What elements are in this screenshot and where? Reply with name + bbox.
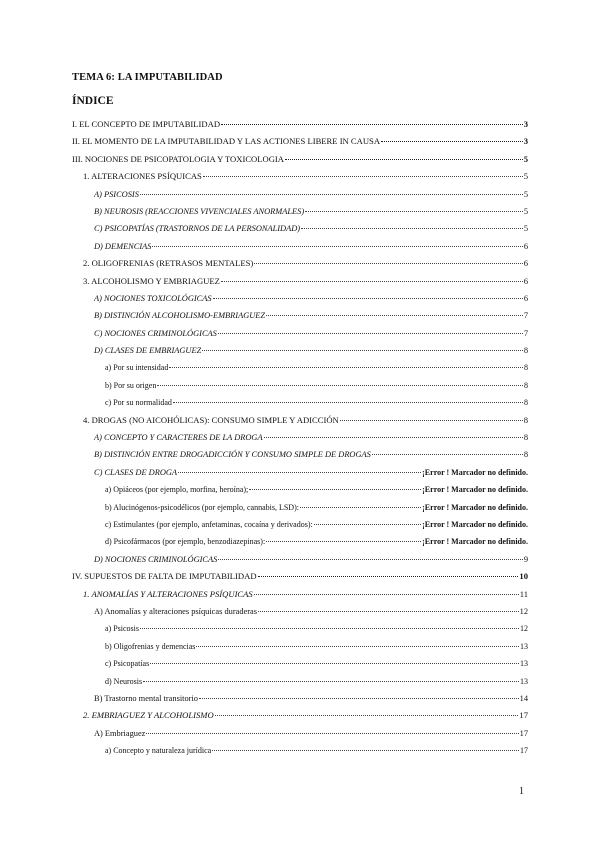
toc-entry-label: 2. EMBRIAGUEZ Y ALCOHOLISMO xyxy=(83,710,214,721)
toc-dot-leader xyxy=(381,140,523,142)
toc-entry-page: 6 xyxy=(523,241,528,251)
toc-entry-page: 11 xyxy=(519,588,528,599)
toc-dot-leader xyxy=(340,419,523,421)
toc-entry-page: 17 xyxy=(519,728,528,738)
toc-dot-leader xyxy=(254,262,522,264)
toc-entry-label: c) Estimulantes (por ejemplo, anfetaminas, cocaína y derivados): xyxy=(105,519,313,529)
toc-entry[interactable] xyxy=(72,499,528,516)
toc-dot-leader xyxy=(140,627,519,629)
toc-entry-page: 14 xyxy=(519,693,528,703)
toc-entry[interactable] xyxy=(72,446,528,463)
toc-entry-label: b) Por su origen xyxy=(105,380,157,390)
toc-entry[interactable] xyxy=(72,464,528,481)
toc-dot-leader xyxy=(221,123,523,125)
table-of-contents xyxy=(72,116,528,759)
toc-dot-leader xyxy=(285,158,523,160)
toc-entry-label: A) NOCIONES TOXICOLÓGICAS xyxy=(94,293,212,303)
toc-entry-page: 8 xyxy=(523,414,528,425)
toc-entry-page: 8 xyxy=(524,363,528,373)
toc-entry[interactable] xyxy=(72,342,528,359)
toc-entry-error-text: ¡Error ! Marcador no definido. xyxy=(422,537,528,547)
toc-entry[interactable] xyxy=(72,638,528,655)
toc-entry-label: I. EL CONCEPTO DE IMPUTABILIDAD xyxy=(72,119,221,129)
toc-entry[interactable] xyxy=(72,551,528,568)
toc-entry[interactable] xyxy=(72,220,528,237)
toc-entry-page: 13 xyxy=(520,641,528,651)
toc-entry-error-text: ¡Error ! Marcador no definido. xyxy=(422,485,528,495)
toc-entry-label: 1. ANOMALÍAS Y ALTERACIONES PSÍQUICAS xyxy=(83,588,253,599)
toc-dot-leader xyxy=(140,193,523,195)
toc-entry-label: III. NOCIONES DE PSICOPATOLOGIA Y TOXICOLOGIA xyxy=(72,153,284,164)
toc-entry[interactable] xyxy=(72,325,528,342)
toc-entry-label: 3. ALCOHOLISMO Y EMBRIAGUEZ xyxy=(83,275,220,286)
toc-entry-label: a) Por su intensidad xyxy=(105,363,169,373)
toc-entry-label: c) Psicopatías xyxy=(105,659,150,669)
toc-dot-leader xyxy=(152,245,522,247)
toc-entry[interactable] xyxy=(72,151,528,168)
toc-entry-page: 7 xyxy=(523,328,528,338)
toc-entry-page: 6 xyxy=(523,258,528,269)
index-heading: ÍNDICE xyxy=(72,95,114,107)
toc-dot-leader xyxy=(249,488,421,490)
toc-dot-leader xyxy=(264,436,523,438)
toc-entry-page: 8 xyxy=(523,433,528,443)
toc-entry[interactable] xyxy=(72,568,528,585)
document-title: TEMA 6: LA IMPUTABILIDAD xyxy=(72,72,223,83)
toc-entry-page: 8 xyxy=(524,398,528,408)
toc-entry-label: B) Trastorno mental transitorio xyxy=(94,693,198,703)
toc-entry-error-text: ¡Error ! Marcador no definido. xyxy=(422,502,528,512)
toc-entry[interactable] xyxy=(72,673,528,690)
toc-entry-label: C) CLASES DE DROGA xyxy=(94,467,178,477)
toc-entry-error-text: ¡Error ! Marcador no definido. xyxy=(422,519,528,529)
toc-dot-leader xyxy=(203,175,523,177)
toc-entry[interactable] xyxy=(72,725,528,742)
toc-dot-leader xyxy=(199,697,519,699)
toc-entry[interactable] xyxy=(72,516,528,533)
toc-entry-label: c) Por su normalidad xyxy=(105,398,172,408)
toc-entry[interactable] xyxy=(72,307,528,324)
toc-dot-leader xyxy=(266,540,421,542)
toc-entry-label: a) Psicosis xyxy=(105,624,139,634)
toc-dot-leader xyxy=(169,366,523,368)
toc-entry-page: 10 xyxy=(519,571,528,582)
toc-entry-page: 5 xyxy=(523,224,528,234)
toc-dot-leader xyxy=(173,401,523,403)
toc-dot-leader xyxy=(218,558,523,560)
toc-entry-page: 12 xyxy=(519,606,528,616)
toc-entry[interactable] xyxy=(72,586,528,603)
toc-entry-label: D) CLASES DE EMBRIAGUEZ xyxy=(94,346,202,356)
toc-entry-page: 5 xyxy=(523,171,528,182)
toc-entry-page: 17 xyxy=(519,710,528,721)
toc-dot-leader xyxy=(221,280,523,282)
toc-entry-page: 12 xyxy=(520,624,528,634)
toc-dot-leader xyxy=(254,593,519,595)
toc-entry-label: A) Embriaguez xyxy=(94,728,146,738)
toc-dot-leader xyxy=(266,314,523,316)
toc-entry-label: B) DISTINCIÓN ENTRE DROGADICCIÓN Y CONSUMO SIMPLE DE DROGAS xyxy=(94,450,371,460)
toc-entry[interactable] xyxy=(72,412,528,429)
toc-entry-label: A) CONCEPTO Y CARACTERES DE LA DROGA xyxy=(94,433,263,443)
toc-entry[interactable] xyxy=(72,273,528,290)
toc-entry[interactable] xyxy=(72,620,528,637)
toc-entry-page: 7 xyxy=(523,311,528,321)
toc-entry-label: 4. DROGAS (NO AICOHÓLICAS): CONSUMO SIMPLE Y ADICCIÓN xyxy=(83,414,339,425)
toc-dot-leader xyxy=(218,332,523,334)
toc-entry-label: A) PSICOSIS xyxy=(94,189,139,199)
toc-entry-label: C) NOCIONES CRIMINOLÓGICAS xyxy=(94,328,217,338)
toc-entry-page: 6 xyxy=(523,293,528,303)
toc-entry-error-text: ¡Error ! Marcador no definido. xyxy=(422,467,528,477)
toc-dot-leader xyxy=(258,610,519,612)
toc-dot-leader xyxy=(143,680,519,682)
toc-entry[interactable] xyxy=(72,359,528,376)
toc-dot-leader xyxy=(372,453,523,455)
toc-entry[interactable] xyxy=(72,255,528,272)
toc-dot-leader xyxy=(178,471,421,473)
toc-entry-page: 13 xyxy=(520,659,528,669)
toc-dot-leader xyxy=(213,297,523,299)
toc-entry[interactable] xyxy=(72,603,528,620)
toc-entry-page: 17 xyxy=(520,746,528,756)
toc-entry-label: d) Neurosis xyxy=(105,676,143,686)
toc-dot-leader xyxy=(305,210,523,212)
toc-entry-label: A) Anomalías y alteraciones psíquicas duraderas xyxy=(94,606,258,616)
toc-entry-label: b) Alucinógenos-psicodélicos (por ejemplo, cannabis, LSD): xyxy=(105,502,299,512)
toc-dot-leader xyxy=(196,645,519,647)
toc-entry-label: IV. SUPUESTOS DE FALTA DE IMPUTABILIDAD xyxy=(72,571,257,582)
toc-entry-label: D) NOCIONES CRIMINOLÓGICAS xyxy=(94,554,218,564)
toc-entry[interactable] xyxy=(72,655,528,672)
toc-entry-label: 2. OLIGOFRENIAS (RETRASOS MENTALES) xyxy=(83,258,254,269)
toc-dot-leader xyxy=(301,227,523,229)
toc-entry-label: a) Opiáceos (por ejemplo, morfina, heroína); xyxy=(105,485,249,495)
toc-dot-leader xyxy=(212,749,519,751)
page-number: 1 xyxy=(519,786,524,797)
toc-entry-page: 3 xyxy=(523,119,528,129)
toc-entry-label: C) PSICOPATÍAS (TRASTORNOS DE LA PERSONALIDAD) xyxy=(94,224,301,234)
toc-entry[interactable] xyxy=(72,742,528,759)
toc-dot-leader xyxy=(146,732,518,734)
toc-entry[interactable] xyxy=(72,290,528,307)
toc-entry-page: 8 xyxy=(523,450,528,460)
toc-entry-label: b) Oligofrenias y demencias xyxy=(105,641,196,651)
toc-entry[interactable] xyxy=(72,186,528,203)
toc-entry-page: 5 xyxy=(523,153,528,164)
toc-entry[interactable] xyxy=(72,690,528,707)
toc-entry-page: 5 xyxy=(523,206,528,216)
toc-entry-page: 9 xyxy=(523,554,528,564)
toc-entry-page: 8 xyxy=(524,380,528,390)
toc-entry-label: d) Psicofármacos (por ejemplo, benzodiazepinas): xyxy=(105,537,266,547)
toc-entry[interactable] xyxy=(72,481,528,498)
toc-entry-page: 3 xyxy=(523,136,528,147)
toc-dot-leader xyxy=(150,662,519,664)
toc-entry[interactable] xyxy=(72,238,528,255)
toc-entry[interactable] xyxy=(72,377,528,394)
toc-entry-label: B) NEUROSIS (REACCIONES VIVENCIALES ANORMALES) xyxy=(94,206,305,216)
toc-entry[interactable] xyxy=(72,533,528,550)
toc-entry-page: 5 xyxy=(523,189,528,199)
toc-entry-label: a) Concepto y naturaleza jurídica xyxy=(105,746,212,756)
toc-dot-leader xyxy=(157,384,523,386)
toc-entry-label: 1. ALTERACIONES PSÍQUICAS xyxy=(83,171,202,182)
toc-entry-label: II. EL MOMENTO DE LA IMPUTABILIDAD Y LAS ACTIONES LIBERE IN CAUSA xyxy=(72,136,381,147)
toc-entry[interactable] xyxy=(72,203,528,220)
toc-dot-leader xyxy=(258,575,519,577)
toc-dot-leader xyxy=(202,349,523,351)
toc-entry-page: 6 xyxy=(523,275,528,286)
toc-entry[interactable] xyxy=(72,429,528,446)
toc-dot-leader xyxy=(300,506,421,508)
toc-entry[interactable] xyxy=(72,116,528,133)
toc-entry[interactable] xyxy=(72,168,528,185)
toc-dot-leader xyxy=(215,714,519,716)
toc-dot-leader xyxy=(314,523,421,525)
toc-entry[interactable] xyxy=(72,133,528,150)
toc-entry-label: B) DISTINCIÓN ALCOHOLISMO-EMBRIAGUEZ xyxy=(94,311,266,321)
toc-entry-page: 13 xyxy=(520,676,528,686)
toc-entry-page: 8 xyxy=(523,346,528,356)
toc-entry-label: D) DEMENCIAS xyxy=(94,241,152,251)
toc-entry[interactable] xyxy=(72,394,528,411)
toc-entry[interactable] xyxy=(72,707,528,724)
